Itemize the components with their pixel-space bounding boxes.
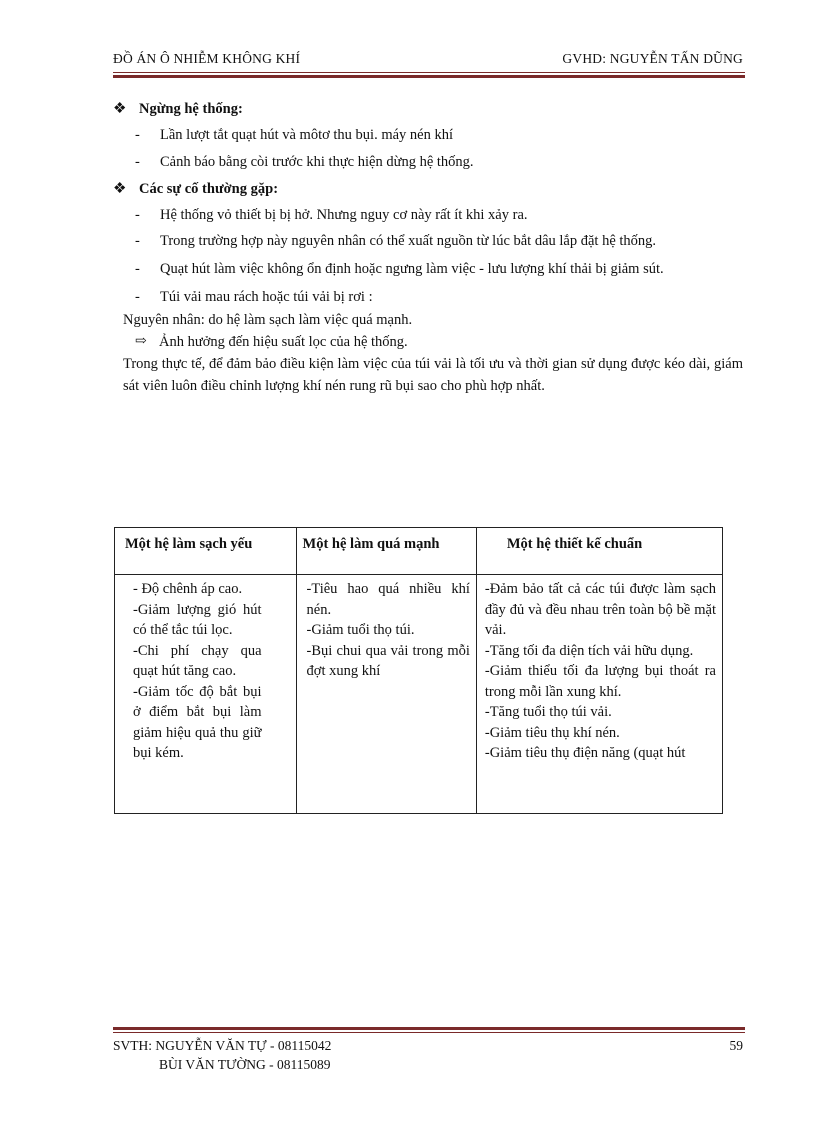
dash-bullet: - (135, 233, 140, 249)
comparison-table (114, 527, 723, 814)
diamond-bullet-icon: ❖ (113, 101, 127, 117)
table-cell-item: -Tăng tuổi thọ túi vải. (484, 704, 612, 720)
table-cell-item: -Tiêu hao quá nhiều khí nén. (306, 581, 470, 618)
dash-bullet: - (135, 289, 140, 305)
section-heading-incidents (113, 176, 743, 202)
section-heading-stop (113, 96, 743, 122)
list-item: - Trong trường hợp này nguyên nhân có thể xuất nguồn từ lúc bắt dâu lắp đặt hệ thống. (113, 229, 743, 253)
strong-cleaning-list (297, 575, 476, 682)
table-cell-item: -Giảm thiểu tối đa lượng bụi thoát ra trong mỗi lần xung khí. (484, 663, 716, 700)
dash-bullet: - (135, 154, 140, 170)
student-line-1: SVTH: NGUYỄN VĂN TỰ - 08115042 (113, 1038, 332, 1053)
header-supervisor: GVHD: NGUYỄN TẤN DŨNG (562, 51, 743, 66)
table-cell-item: -Bụi chui qua vải trong mỗi đợt xung khí (306, 642, 470, 679)
table-cell-item: -Giảm tốc độ bắt bụi ở điểm bắt bụi làm giảm hiệu quả thu giữ bụi kém. (133, 683, 262, 761)
page-number: 59 (729, 1038, 743, 1053)
conclusion-paragraph: Trong thực tế, để đảm bảo điều kiện làm việc của túi vải là tối ưu và thời gian sử dụng được kéo dài, giám sát viên luôn điều chỉnh lượng khí nén rung rũ bụi sao cho phù hợp nhất. (123, 356, 743, 394)
table-cell-item: -Chi phí chạy qua quạt hút tăng cao. (133, 642, 262, 679)
list-item: - Lần lượt tắt quạt hút và môtơ thu bụi. máy nén khí (113, 122, 743, 149)
table-cell-item: -Giảm tiêu thụ điện năng (quạt hút (484, 745, 686, 761)
effect-line: ⇨ Ảnh hưởng đến hiệu suất lọc của hệ thống. (113, 331, 743, 353)
weak-cleaning-list (115, 575, 296, 764)
right-arrow-icon: ⇨ (135, 334, 147, 349)
header-title: ĐỒ ÁN Ô NHIỄM KHÔNG KHÍ (113, 51, 301, 66)
dash-bullet: - (135, 127, 140, 143)
list-item: - Hệ thống vỏ thiết bị bị hở. Nhưng nguy cơ này rất ít khi xảy ra. (113, 202, 743, 229)
table-header-row (115, 528, 723, 575)
table-cell-item: -Giảm tuổi thọ túi. (306, 622, 415, 638)
document-body (113, 96, 743, 397)
table-cell-item: -Đảm bảo tất cả các túi được làm sạch đầy đủ và đều nhau trên toàn bộ bề mặt vải. (484, 581, 716, 638)
page-header (113, 49, 743, 69)
footer-rule (113, 1027, 745, 1033)
cause-text: Nguyên nhân: do hệ làm sạch làm việc quá mạnh. (123, 312, 413, 328)
header-rule (113, 72, 745, 78)
table-row (115, 575, 723, 814)
column-header: Một hệ làm sạch yếu (125, 536, 253, 552)
dash-bullet: - (135, 261, 140, 277)
table-cell-item: -Giảm tiêu thụ khí nén. (484, 724, 620, 741)
list-item: - Cảnh báo bằng còi trước khi thực hiện dừng hệ thống. (113, 149, 743, 176)
list-item: - Quạt hút làm việc không ổn định hoặc ngưng làm việc - lưu lượng khí thải bị giảm sút. (113, 257, 743, 281)
table-cell-item: -Giảm lượng gió hút có thể tắc túi lọc. (133, 601, 262, 638)
list-item: - Túi vải mau rách hoặc túi vải bị rơi : (113, 285, 743, 309)
section-title: Ngừng hệ thống: (139, 101, 243, 117)
table-cell-item: -Tăng tối đa diện tích vải hữu dụng. (484, 642, 694, 659)
diamond-bullet-icon: ❖ (113, 181, 127, 197)
column-header: Một hệ thiết kế chuẩn (506, 536, 643, 552)
table-cell-item: - Độ chênh áp cao. (133, 581, 243, 597)
student-line-2: BÙI VĂN TƯỜNG - 08115089 (159, 1057, 331, 1072)
section-title: Các sự cố thường gặp: (139, 181, 279, 197)
column-header: Một hệ làm quá mạnh (302, 536, 440, 552)
standard-design-list (477, 575, 722, 764)
dash-bullet: - (135, 207, 140, 223)
